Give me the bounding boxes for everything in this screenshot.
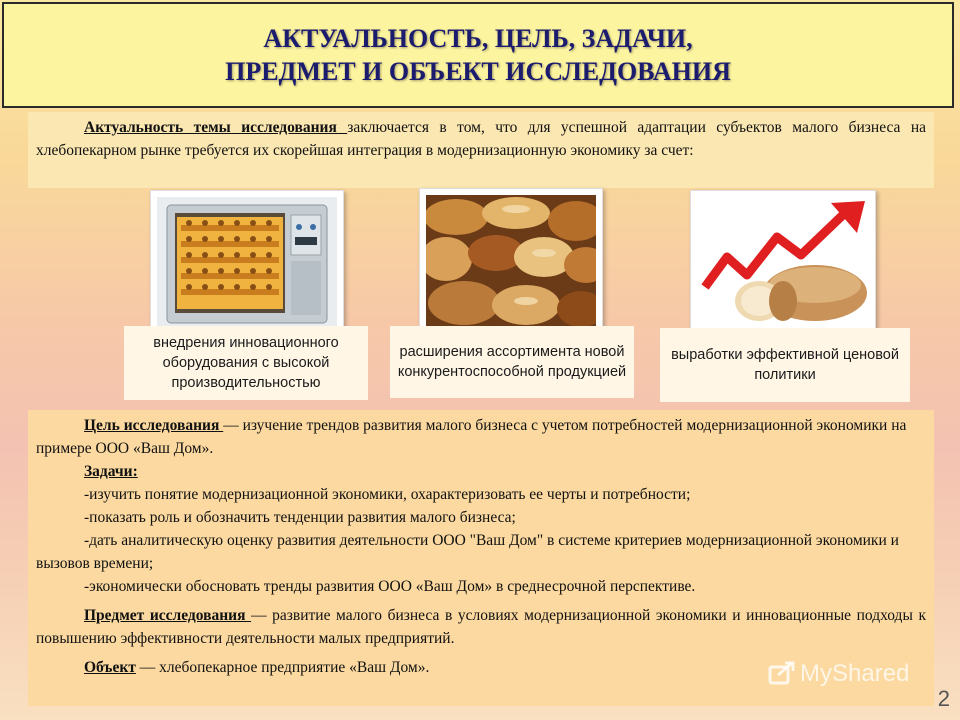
goal-paragraph: [36, 414, 926, 460]
task-item: -экономически обосновать тренды развития ООО «Ваш Дом» в среднесрочной перспективе.: [84, 578, 696, 595]
task-item: -показать роль и обозначить тенденции развития малого бизнеса;: [84, 509, 516, 526]
tasks-label: Задачи:: [84, 463, 138, 480]
watermark: [768, 660, 909, 688]
card-caption-assortment: расширения ассортимента новой конкурентоспособной продукцией: [390, 326, 634, 398]
goal-label: Цель исследования: [84, 417, 224, 434]
subject-paragraph: [36, 604, 926, 650]
relevance-paragraph: [28, 112, 934, 188]
watermark-text: MyShared: [800, 660, 910, 687]
watermark-logo-icon: [768, 661, 796, 687]
object-text: — хлебопекарное предприятие «Ваш Дом».: [135, 659, 430, 676]
bakery-oven-image: [150, 190, 344, 340]
bread-assortment-image: [419, 188, 603, 336]
page-number: 2: [937, 686, 950, 711]
title-line-1: АКТУАЛЬНОСТЬ, ЦЕЛЬ, ЗАДАЧИ,: [263, 24, 693, 53]
card-caption-pricing: выработки эффективной ценовой политики: [660, 328, 910, 402]
tasks-heading: [36, 460, 926, 483]
title-line-2: ПРЕДМЕТ И ОБЪЕКТ ИССЛЕДОВАНИЯ: [225, 57, 731, 86]
task-item: -дать аналитическую оценку развития деятельности ООО "Ваш Дом" в системе критериев модернизационной экономики и вызовов времени;: [36, 532, 899, 572]
subject-label: Предмет исследования: [84, 607, 252, 624]
object-label: Объект: [84, 659, 136, 676]
title-box: [2, 2, 954, 108]
relevance-label: Актуальность темы исследования: [84, 119, 348, 136]
relevance-text: заключается в том, что для успешной адаптации субъектов малого бизнеса на хлебопекарном рынке требуется их скорейшая интеграция в модернизационную экономику за счет:: [36, 119, 926, 159]
task-item: -изучить понятие модернизационной экономики, охарактеризовать ее черты и потребности;: [84, 486, 691, 503]
subject-text: — развитие малого бизнеса в условиях модернизационной экономики и инновационные подходы к повышению эффективности деятельности малых предприятий.: [36, 607, 926, 647]
bread-growth-arrow-image: [690, 190, 876, 334]
card-caption-equipment: внедрения инновационного оборудования с высокой производительностью: [124, 326, 368, 400]
goal-text: — изучение трендов развития малого бизнеса с учетом потребностей модернизационной экономики на примере ООО «Ваш Дом».: [36, 417, 907, 457]
